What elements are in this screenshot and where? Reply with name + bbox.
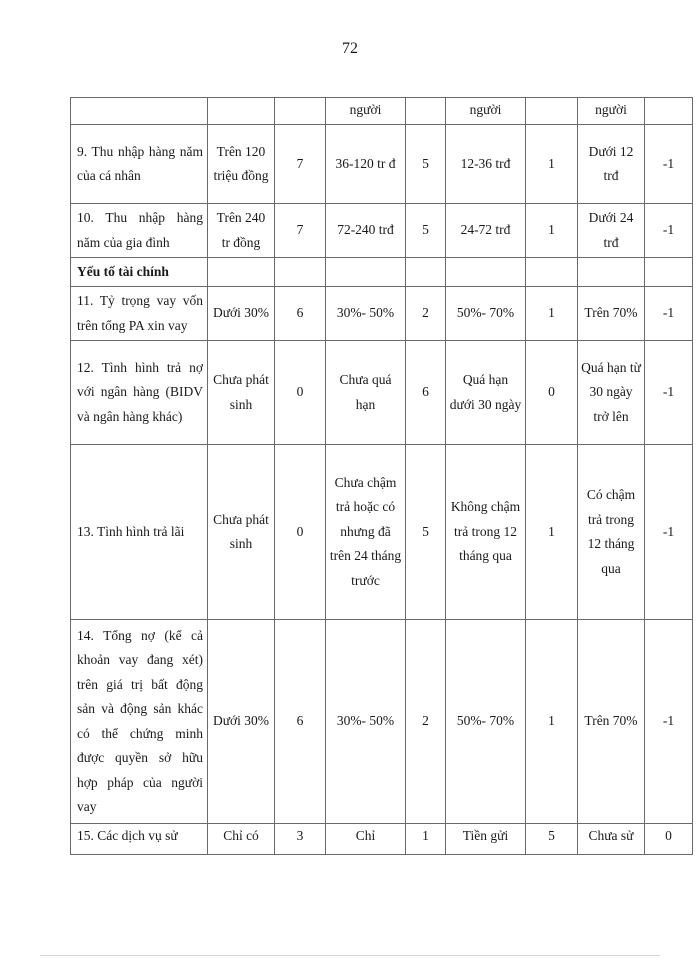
score-cell: 1	[406, 824, 446, 855]
score-cell: 5	[526, 824, 578, 855]
score-cell: 0	[645, 824, 693, 855]
option-cell: Chưa sử	[578, 824, 645, 855]
score-cell: -1	[645, 125, 693, 204]
score-cell: 1	[526, 204, 578, 258]
option-cell: Dưới 12 trđ	[578, 125, 645, 204]
option-cell: Dưới 30%	[208, 620, 275, 824]
score-cell: 0	[275, 341, 326, 445]
section-title: Yếu tố tài chính	[71, 258, 208, 287]
option-cell: Quá hạn từ 30 ngày trở lên	[578, 341, 645, 445]
table-row	[71, 824, 693, 855]
option-cell: Quá hạn dưới 30 ngày	[446, 341, 526, 445]
credit-scoring-table	[70, 97, 693, 855]
table-cell	[526, 98, 578, 125]
score-cell: 1	[526, 445, 578, 620]
table-row	[71, 341, 693, 445]
score-cell: 5	[406, 125, 446, 204]
table-row	[71, 287, 693, 341]
score-cell: 0	[275, 445, 326, 620]
option-cell: Dưới 30%	[208, 287, 275, 341]
table-cell	[208, 258, 275, 287]
table-cell	[578, 258, 645, 287]
table-row	[71, 125, 693, 204]
option-cell: 36-120 tr đ	[326, 125, 406, 204]
option-cell: Chưa phát sinh	[208, 341, 275, 445]
option-cell: Chưa phát sinh	[208, 445, 275, 620]
criterion-cell: 11. Tỷ trọng vay vốn trên tổng PA xin vay	[71, 287, 208, 341]
score-cell: 6	[406, 341, 446, 445]
score-cell: 5	[406, 445, 446, 620]
option-cell: Chỉ	[326, 824, 406, 855]
option-cell: 50%- 70%	[446, 287, 526, 341]
option-cell: Tiền gửi	[446, 824, 526, 855]
table-cell	[446, 258, 526, 287]
criterion-cell: 12. Tình hình trả nợ với ngân hàng (BIDV và ngân hàng khác)	[71, 341, 208, 445]
table-cell	[406, 98, 446, 125]
option-cell: 72-240 trđ	[326, 204, 406, 258]
table-cell	[208, 98, 275, 125]
score-cell: 7	[275, 204, 326, 258]
page-number: 72	[342, 40, 358, 57]
table-cell	[645, 98, 693, 125]
option-cell: Trên 120 triệu đồng	[208, 125, 275, 204]
score-cell: 2	[406, 287, 446, 341]
table-cell	[275, 258, 326, 287]
option-cell: Trên 240 tr đồng	[208, 204, 275, 258]
option-cell: Chưa quá hạn	[326, 341, 406, 445]
table-cell: người	[578, 98, 645, 125]
table-cell	[326, 258, 406, 287]
score-cell: 1	[526, 125, 578, 204]
option-cell: 30%- 50%	[326, 287, 406, 341]
score-cell: -1	[645, 445, 693, 620]
page-bottom-divider	[40, 955, 660, 956]
score-cell: -1	[645, 620, 693, 824]
score-cell: -1	[645, 204, 693, 258]
table-row	[71, 620, 693, 824]
table-cell	[645, 258, 693, 287]
option-cell: 24-72 trđ	[446, 204, 526, 258]
option-cell: 50%- 70%	[446, 620, 526, 824]
option-cell: Trên 70%	[578, 620, 645, 824]
score-cell: 1	[526, 620, 578, 824]
option-cell: 30%- 50%	[326, 620, 406, 824]
option-cell: 12-36 trđ	[446, 125, 526, 204]
section-row	[71, 258, 693, 287]
score-cell: 5	[406, 204, 446, 258]
option-cell: Chưa chậm trả hoặc có nhưng đã trên 24 tháng trước	[326, 445, 406, 620]
score-cell: 6	[275, 620, 326, 824]
score-cell: 2	[406, 620, 446, 824]
table-row	[71, 445, 693, 620]
score-cell: 3	[275, 824, 326, 855]
score-cell: -1	[645, 341, 693, 445]
score-cell: -1	[645, 287, 693, 341]
score-cell: 1	[526, 287, 578, 341]
table-row	[71, 204, 693, 258]
table-cell	[406, 258, 446, 287]
criterion-cell: 9. Thu nhập hàng năm của cá nhân	[71, 125, 208, 204]
option-cell: Không chậm trả trong 12 tháng qua	[446, 445, 526, 620]
option-cell: Chỉ có	[208, 824, 275, 855]
option-cell: Trên 70%	[578, 287, 645, 341]
option-cell: Dưới 24 trđ	[578, 204, 645, 258]
option-cell: Có chậm trả trong 12 tháng qua	[578, 445, 645, 620]
table-cell: người	[326, 98, 406, 125]
criterion-cell: 14. Tổng nợ (kể cả khoản vay đang xét) trên giá trị bất động sản và động sản khác có thể chứng minh được quyền sở hữu hợp pháp của người vay	[71, 620, 208, 824]
criterion-cell: 13. Tình hình trả lãi	[71, 445, 208, 620]
table-cell	[71, 98, 208, 125]
criterion-cell: 15. Các dịch vụ sử	[71, 824, 208, 855]
table-cell: người	[446, 98, 526, 125]
score-cell: 6	[275, 287, 326, 341]
table-cell	[526, 258, 578, 287]
score-cell: 7	[275, 125, 326, 204]
table-cell	[275, 98, 326, 125]
score-cell: 0	[526, 341, 578, 445]
criterion-cell: 10. Thu nhập hàng năm của gia đình	[71, 204, 208, 258]
table-row	[71, 98, 693, 125]
